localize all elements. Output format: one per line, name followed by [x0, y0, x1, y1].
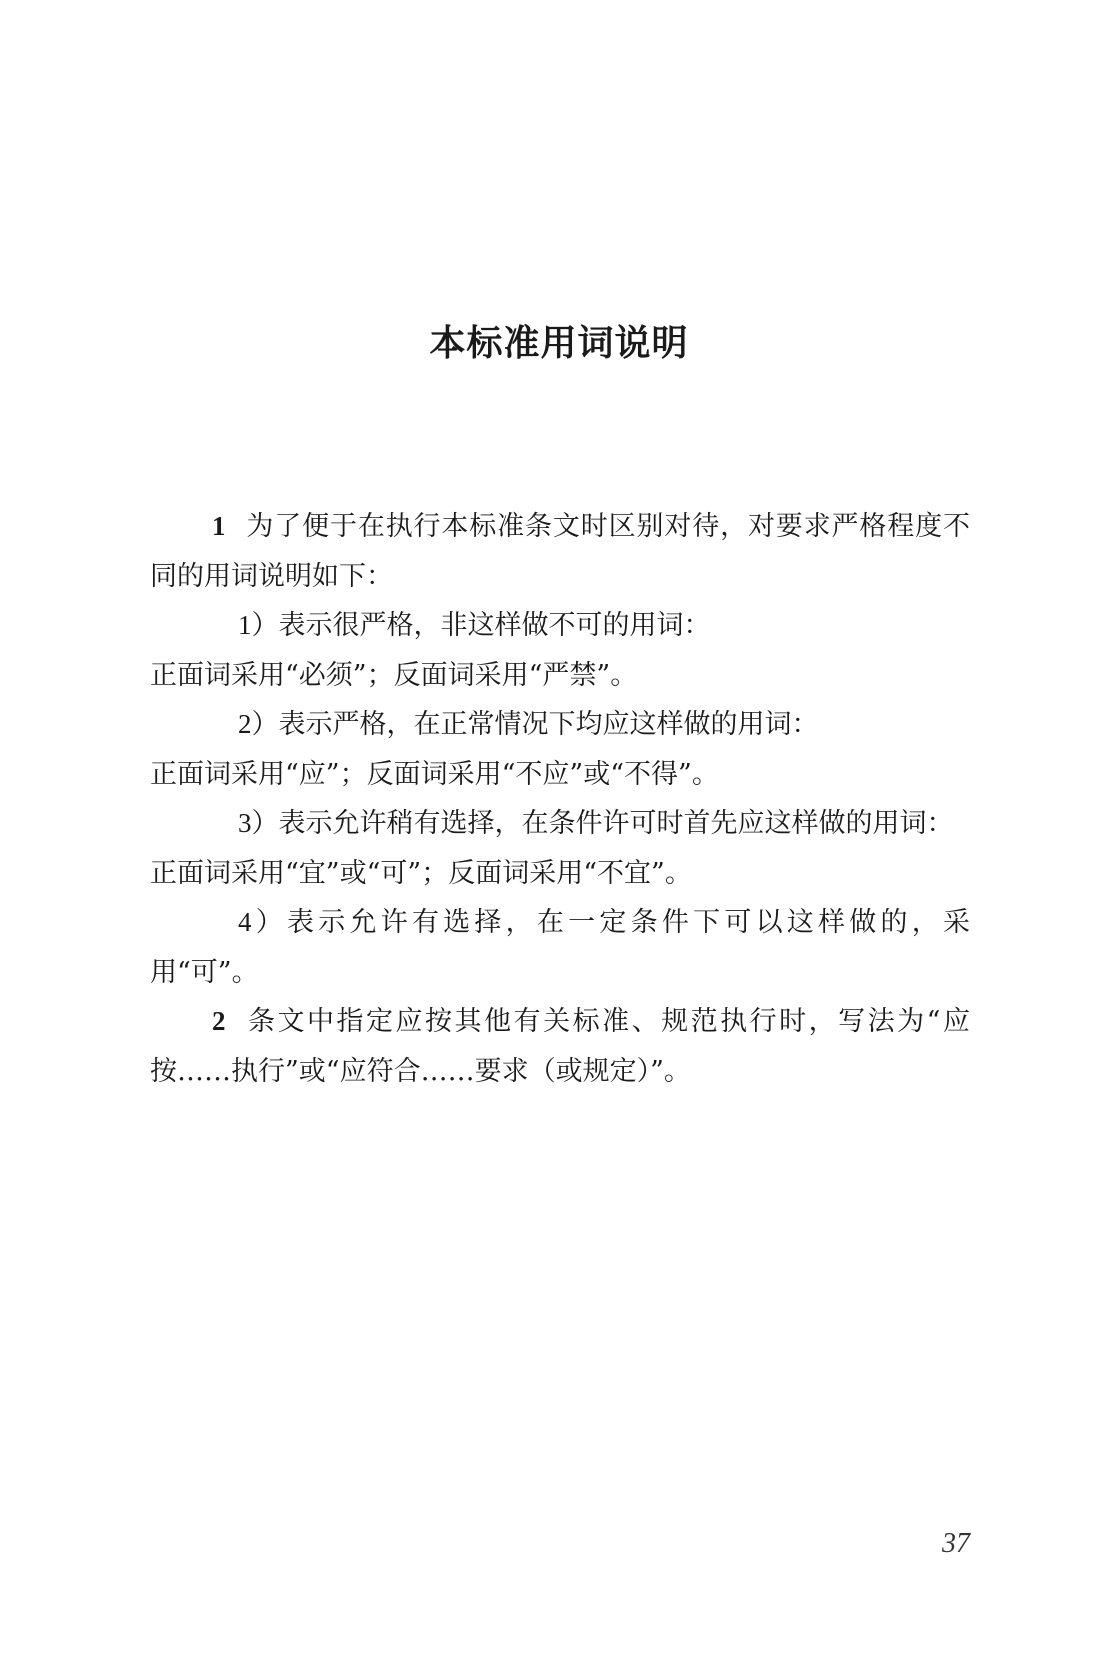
clause-number: 2 — [212, 1006, 226, 1036]
clause-number: 1 — [212, 511, 226, 541]
item-text: 表示严格，在正常情况下均应这样做的用词： — [278, 709, 819, 740]
item-number: 2） — [238, 709, 279, 739]
item-usage: 正面词采用“应”；反面词采用“不应”或“不得”。 — [150, 758, 719, 790]
item-usage: 正面词采用“宜”或“可”；反面词采用“不宜”。 — [150, 857, 692, 889]
item-number: 4） — [238, 907, 287, 937]
clause-1 — [150, 502, 970, 601]
item-text: 表示很严格，非这样做不可的用词： — [278, 610, 711, 641]
document-body — [150, 502, 970, 1096]
item-text: 表示允许稍有选择，在条件许可时首先应这样做的用词： — [278, 808, 954, 839]
page-title: 本标准用词说明 — [429, 323, 689, 364]
clause-text: 为了便于在执行本标准条文时区别对待，对要求严格程度不同的用词说明如下： — [150, 511, 970, 592]
clause-2 — [150, 997, 970, 1096]
item-usage: 正面词采用“必须”；反面词采用“严禁”。 — [150, 659, 638, 691]
list-item — [150, 601, 970, 651]
list-item — [150, 898, 970, 997]
page-number: 37 — [942, 1528, 970, 1559]
item-text: 表示允许有选择，在一定条件下可以这样做的，采用“可”。 — [150, 907, 971, 988]
list-item — [150, 799, 970, 849]
clause-text: 条文中指定应按其他有关标准、规范执行时，写法为“应按……执行”或“应符合……要求（或规定）”。 — [150, 1006, 970, 1087]
item-number: 1） — [238, 610, 279, 640]
list-item — [150, 700, 970, 750]
item-number: 3） — [238, 808, 279, 838]
